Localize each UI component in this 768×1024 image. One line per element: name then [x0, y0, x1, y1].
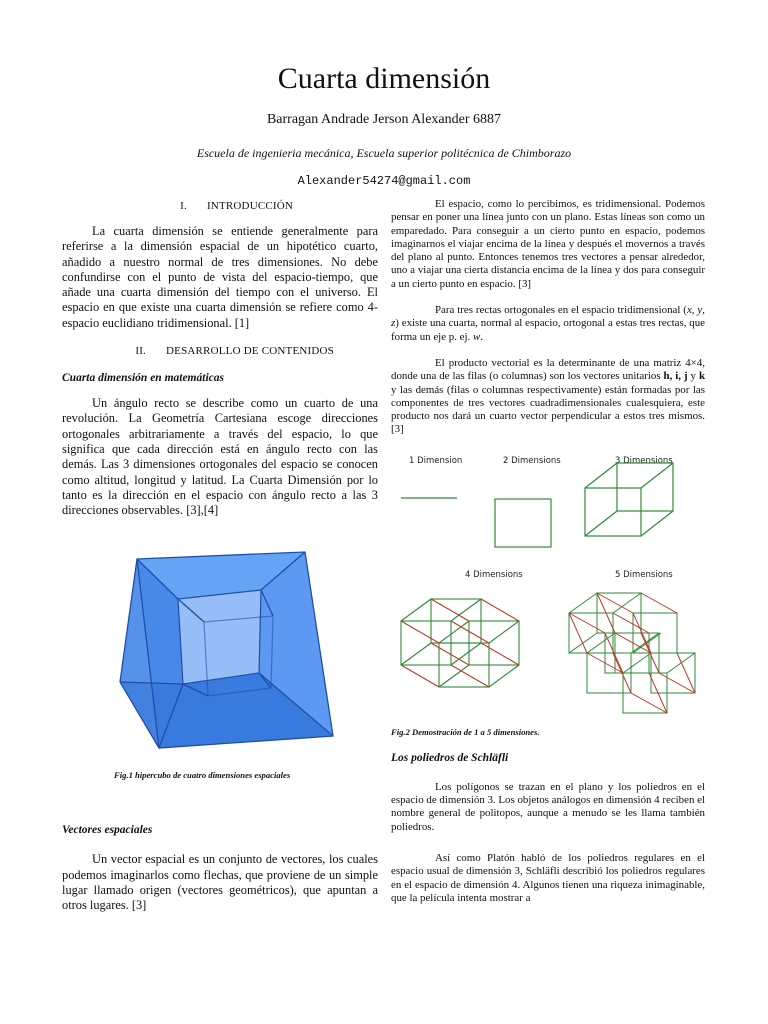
section-number: II. [135, 345, 147, 358]
affiliation: Escuela de ingenieria mecánica, Escuela superior politécnica de Chimborazo [196, 146, 572, 160]
figure-2-caption: Fig.2 Demostración de 1 a 5 dimensiones. [391, 726, 540, 737]
text-run: ) existe una cuarta, normal al espacio, ortogonal a estas tres rectas, que forma un eje p. ej. [391, 317, 705, 343]
tesseract-figure [62, 526, 378, 762]
subheading-poliedros-schlafli: Los poliedros de Schläfli [391, 751, 509, 764]
unit-vectors-hij: h, i, j [663, 370, 688, 383]
section-number: I. [180, 200, 187, 212]
vectors-paragraph: Un vector espacial es un conjunto de vectores, los cuales podemos imaginarlos como flechas, que proviene de un simple lugar llamado origen (vectores geométricos), que apuntan a otros lugares. [3] [62, 852, 378, 913]
figure-1-caption: Fig.1 hipercubo de cuatro dimensiones espaciales [114, 770, 291, 781]
unit-vector-k: k [698, 370, 705, 383]
dimensions-figure [391, 443, 705, 723]
dim-label-1: 1 Dimension [409, 455, 463, 466]
author-line: Barragan Andrade Jerson Alexander 6887 [266, 112, 502, 127]
polytopes-paragraph: Los polígonos se trazan en el plano y los poliedros en el espacio de dimensión 3. Los objetos análogos en dimensión 4 reciben el nombre general de politopos, aunque a menudo se les llama también poliedros. [391, 780, 705, 833]
text-run: y las demás (filas o columnas respectivamente) están formadas por las componentes de tres vectores cuadradimensionales cualesquiera, este producto nos dará un cuarto vector perpendicular a estos tres mismos. [3] [391, 383, 705, 436]
text-run: . [480, 330, 483, 343]
section-heading-introduccion [62, 200, 378, 212]
math-paragraph: Un ángulo recto se describe como un cuarto de una revolución. La Geometría Cartesiana escoge direcciones ortogonales arbitrariamente a través del espacio, lo que significa que cada dirección está en ángulo recto con las demás. Las 3 dimensiones ortogonales del espacio se conocen como altitud, longitud y latitud. La Cuarta Dimensión por lo tanto es la dirección en el espacio con ángulo recto a las 3 direcciones observables. [3],[4] [62, 396, 378, 518]
vector-product-paragraph [391, 357, 705, 437]
left-column [62, 198, 378, 914]
subheading-cuarta-dimension: Cuarta dimensión en matemáticas [62, 372, 224, 385]
space-paragraph: El espacio, como lo percibimos, es tridimensional. Podemos pensar en poner una línea junto con un plano. Estas líneas son como un emparedado. Para conseguir a un cierto punto en espacio, podemos imaginarnos el viajar encima de la línea y después el movernos a través del plano al punto. Entonces tenemos tres vectores a pensar alrededor, uno a viajar una cierta distancia encima de la línea y dos para conseguir a un cierto punto en espacio. [3] [391, 198, 705, 290]
tesseract-outer-cube [120, 552, 333, 748]
right-column [391, 198, 705, 905]
var-y: y [697, 304, 703, 317]
cube-3d [585, 463, 673, 536]
text-run: , [702, 304, 705, 317]
section-label: INTRODUCCIÓN [206, 200, 294, 212]
var-x: x [686, 304, 692, 317]
text-run: Para tres rectas ortogonales en el espacio tridimensional ( [435, 304, 687, 317]
subheading-vectores-espaciales: Vectores espaciales [62, 824, 153, 837]
dim-label-3: 3 Dimensions [615, 455, 673, 466]
section-label: DESARROLLO DE CONTENIDOS [166, 345, 334, 358]
var-z: z [391, 317, 396, 330]
author-email: Alexander54274@gmail.com [297, 174, 471, 188]
text-run: , [691, 304, 698, 317]
schlafli-paragraph: Así como Platón habló de los poliedros regulares en el espacio usual de dimensión 3, Schläfli describió los poliedros regulares en el espacio de dimensión 4. Algunos tienen una riqueza inimaginable, que la película intenta mostrar a [391, 851, 705, 904]
intro-paragraph: La cuarta dimensión se entiende generalmente para referirse a la dimensión espacial de un hipotético cuarto, añadido a nuestro normal de tres dimensiones. No debe confundirse con el punto de vista del espacio-tiempo, que añade una cuarta dimensión del tiempo con el universo. El espacio en que existe una cuarta dimensión se refiere como 4-espacio euclidiano tridimensional. [1] [62, 224, 378, 330]
section-heading-desarrollo [62, 345, 378, 357]
penteract-5d [569, 593, 695, 713]
hypercube-4d [401, 599, 519, 687]
dim-label-2: 2 Dimensions [503, 455, 561, 466]
dim-label-5: 5 Dimensions [615, 569, 673, 580]
text-run: y [687, 370, 699, 383]
paper-title: Cuarta dimensión [277, 62, 491, 95]
square-2d [495, 499, 551, 547]
orthogonal-paragraph [391, 304, 705, 344]
var-w: w [472, 330, 481, 343]
text-run: El producto vectorial es la determinante de una matriz 4×4, donde una de las filas (o columnas) son los vectores unitarios [391, 356, 705, 383]
dim-label-4: 4 Dimensions [465, 569, 523, 580]
